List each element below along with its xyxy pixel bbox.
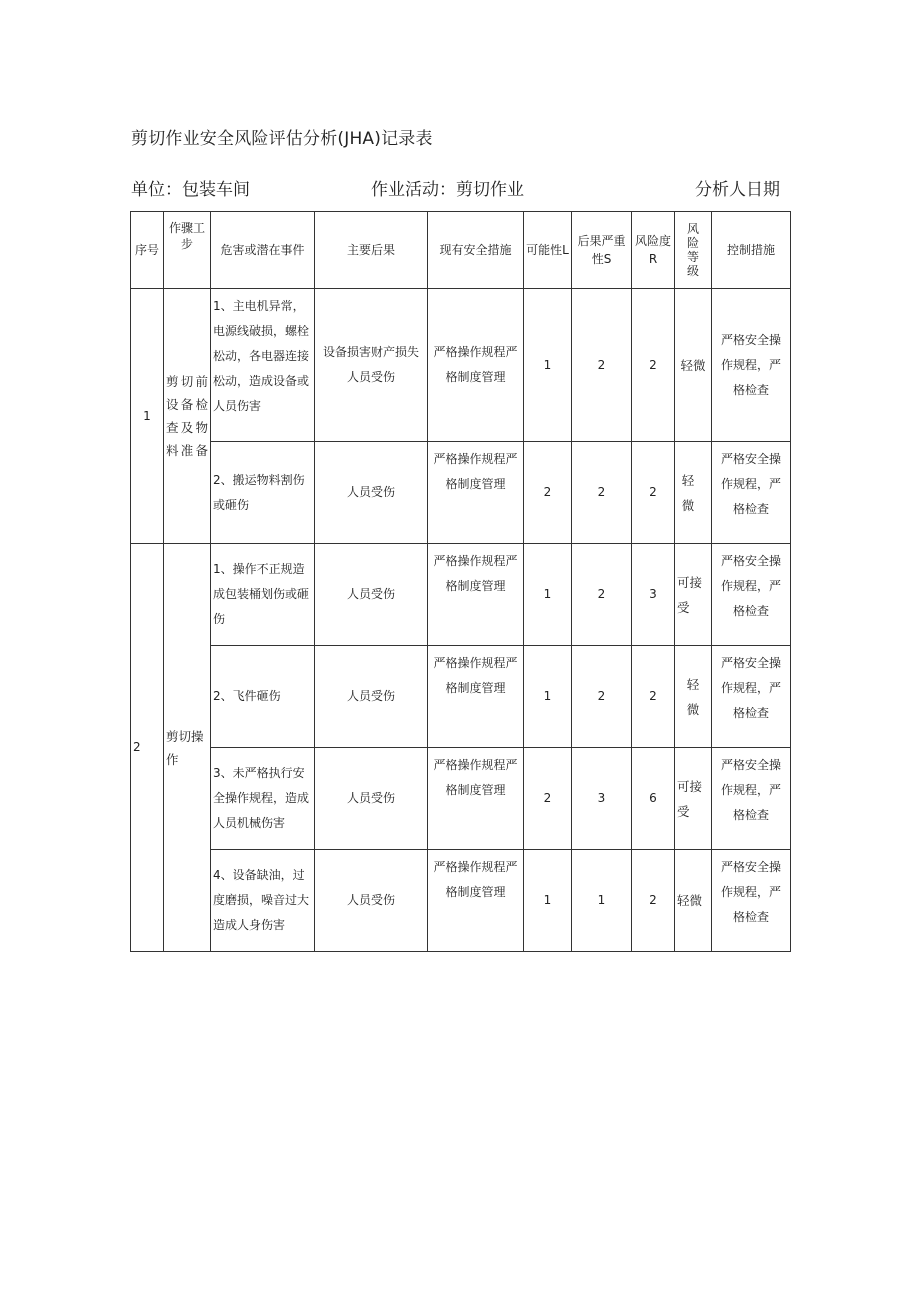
row-level: 轻微 xyxy=(675,646,712,748)
row-likelihood: 2 xyxy=(524,748,572,850)
row-likelihood: 2 xyxy=(524,442,572,544)
row-hazard: 1、操作不正规造成包装桶划伤或砸伤 xyxy=(211,544,315,646)
row-measures: 严格操作规程严格制度管理 xyxy=(428,850,524,952)
row-consequence: 人员受伤 xyxy=(315,748,428,850)
row-control: 严格安全操作规程，严格检查 xyxy=(712,748,791,850)
header-row xyxy=(131,212,791,289)
table-row xyxy=(131,544,791,646)
row-seq: 2 xyxy=(131,544,164,952)
header-level: 风险等级 xyxy=(675,212,712,289)
row-risk: 6 xyxy=(632,748,675,850)
row-risk: 2 xyxy=(632,850,675,952)
row-consequence: 人员受伤 xyxy=(315,442,428,544)
row-severity: 2 xyxy=(572,646,632,748)
table-row xyxy=(131,748,791,850)
row-likelihood: 1 xyxy=(524,646,572,748)
header-severity: 后果严重性S xyxy=(572,212,632,289)
row-level: 轻微 xyxy=(675,850,712,952)
row-step: 剪切前设备检查及物料准备 xyxy=(164,289,211,544)
row-risk: 2 xyxy=(632,442,675,544)
row-level: 可接受 xyxy=(675,748,712,850)
table-row xyxy=(131,850,791,952)
table-row xyxy=(131,646,791,748)
row-hazard: 1、主电机异常，电源线破损，螺栓松动，各电器连接松动，造成设备或人员伤害 xyxy=(211,289,315,442)
row-risk: 2 xyxy=(632,289,675,442)
document-title: 剪切作业安全风险评估分析(JHA)记录表 xyxy=(131,129,433,149)
header-likelihood: 可能性L xyxy=(524,212,572,289)
row-hazard: 3、未严格执行安全操作规程，造成人员机械伤害 xyxy=(211,748,315,850)
header-seq: 序号 xyxy=(131,212,164,289)
row-likelihood: 1 xyxy=(524,850,572,952)
row-likelihood: 1 xyxy=(524,289,572,442)
row-control: 严格安全操作规程，严格检查 xyxy=(712,442,791,544)
row-severity: 2 xyxy=(572,544,632,646)
row-control: 严格安全操作规程，严格检查 xyxy=(712,544,791,646)
header-measures: 现有安全措施 xyxy=(428,212,524,289)
row-risk: 2 xyxy=(632,646,675,748)
jha-table xyxy=(130,211,791,952)
row-consequence: 人员受伤 xyxy=(315,850,428,952)
row-severity: 2 xyxy=(572,442,632,544)
header-control: 控制措施 xyxy=(712,212,791,289)
row-measures: 严格操作规程严格制度管理 xyxy=(428,442,524,544)
row-hazard: 2、飞件砸伤 xyxy=(211,646,315,748)
row-control: 严格安全操作规程，严格检查 xyxy=(712,850,791,952)
row-step: 剪切操作 xyxy=(164,544,211,952)
row-level: 轻微 xyxy=(675,289,712,442)
unit-label: 单位：包装车间 xyxy=(131,180,250,200)
activity-label: 作业活动：剪切作业 xyxy=(371,180,524,200)
table-row xyxy=(131,442,791,544)
header-risk: 风险度R xyxy=(632,212,675,289)
row-measures: 严格操作规程严格制度管理 xyxy=(428,646,524,748)
row-control: 严格安全操作规程，严格检查 xyxy=(712,646,791,748)
row-consequence: 人员受伤 xyxy=(315,646,428,748)
row-level: 轻微 xyxy=(675,442,712,544)
row-seq: 1 xyxy=(131,289,164,544)
header-hazard: 危害或潜在事件 xyxy=(211,212,315,289)
row-measures: 严格操作规程严格制度管理 xyxy=(428,748,524,850)
row-consequence: 人员受伤 xyxy=(315,544,428,646)
row-severity: 2 xyxy=(572,289,632,442)
row-likelihood: 1 xyxy=(524,544,572,646)
analyst-date-label: 分析人日期 xyxy=(695,180,780,200)
row-level: 可接受 xyxy=(675,544,712,646)
row-measures: 严格操作规程严格制度管理 xyxy=(428,544,524,646)
header-step: 作骤工步 xyxy=(164,212,211,289)
row-consequence: 设备损害财产损失人员受伤 xyxy=(315,289,428,442)
row-hazard: 4、设备缺油，过度磨损，噪音过大造成人身伤害 xyxy=(211,850,315,952)
row-severity: 1 xyxy=(572,850,632,952)
table-row xyxy=(131,289,791,442)
header-consequence: 主要后果 xyxy=(315,212,428,289)
row-measures: 严格操作规程严格制度管理 xyxy=(428,289,524,442)
row-hazard: 2、搬运物料割伤或砸伤 xyxy=(211,442,315,544)
row-risk: 3 xyxy=(632,544,675,646)
row-severity: 3 xyxy=(572,748,632,850)
row-control: 严格安全操作规程，严格检查 xyxy=(712,289,791,442)
